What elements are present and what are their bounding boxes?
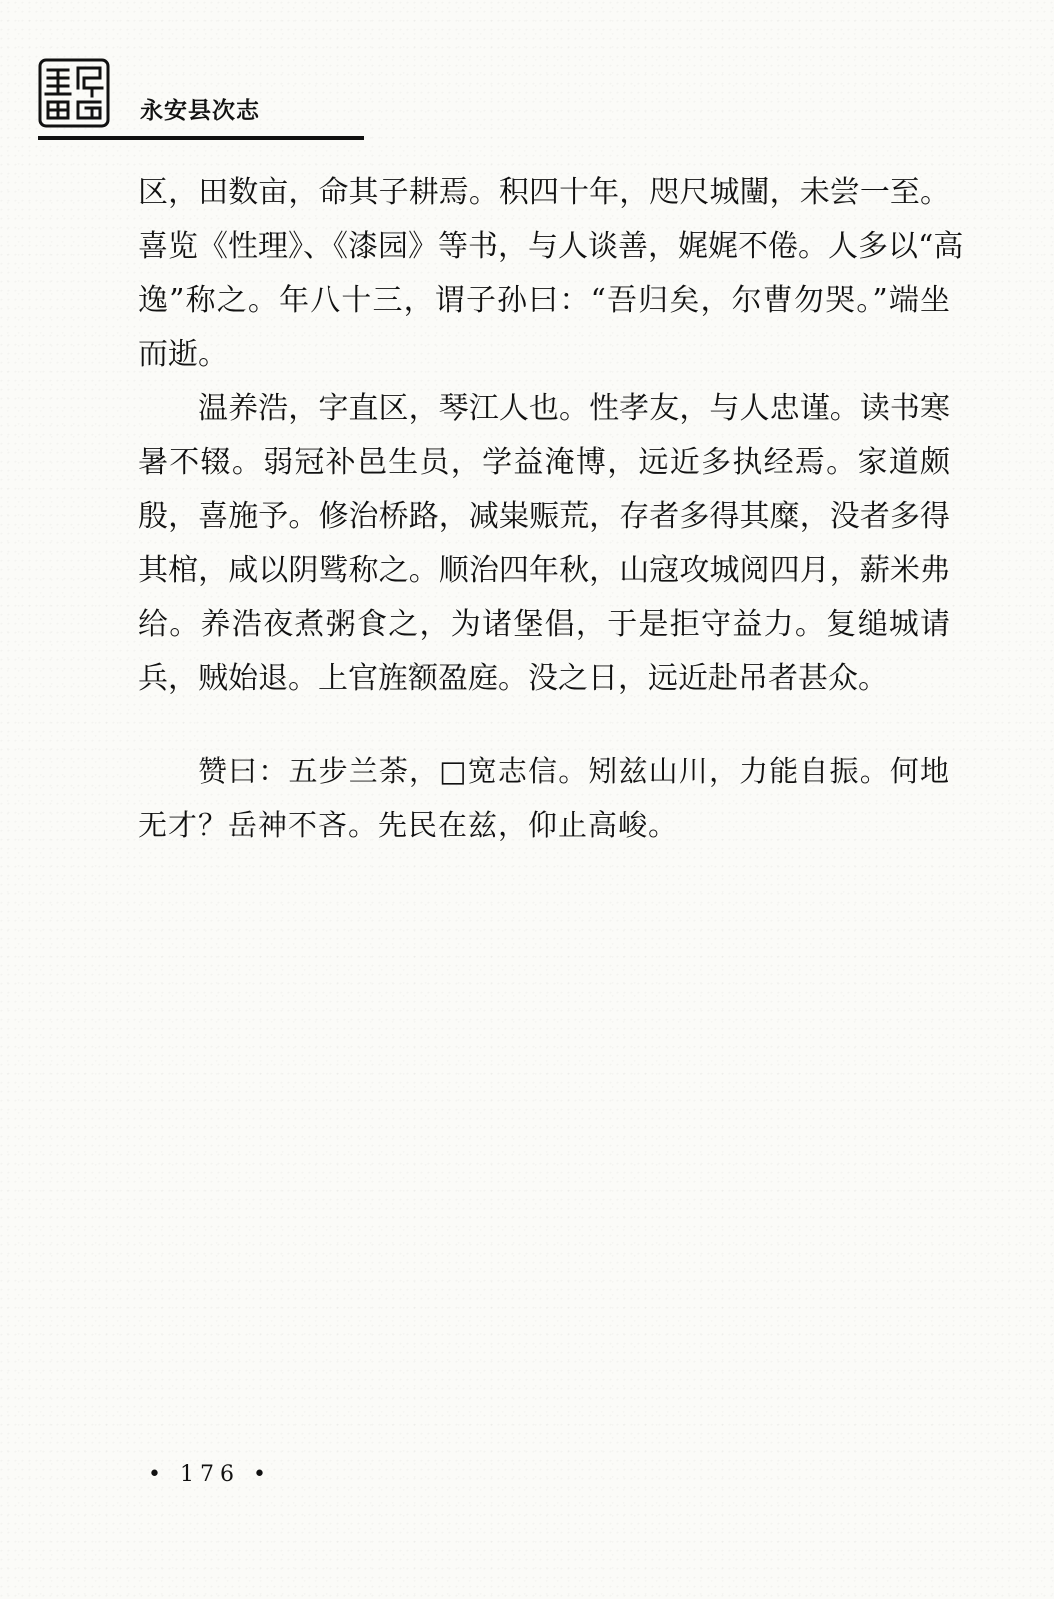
- paragraph-1: [138, 166, 964, 382]
- page-number: [148, 1462, 272, 1487]
- text-line: 逸”称之。年八十三，谓子孙曰：“吾归矣，尔曹勿哭。”端坐: [138, 283, 950, 318]
- text-line: 殷，喜施予。修治桥路，减粜赈荒，存者多得其糜，没者多得: [138, 499, 950, 534]
- running-header-title: 永安县次志: [140, 98, 260, 124]
- eulogy-paragraph: [138, 744, 950, 852]
- paragraph-2: [138, 382, 950, 706]
- text-line: 区，田数亩，命其子耕焉。积四十年，咫尺城闉，未尝一至。: [138, 175, 950, 210]
- text-line: 赞曰：五步兰荼，□宽志信。矧兹山川，力能自振。何地: [198, 754, 950, 788]
- bullet-left: •: [148, 1462, 167, 1487]
- text-line: 喜览《性理》、《漆园》等书，与人谈善，娓娓不倦。人多以“高: [138, 229, 964, 264]
- header-rule: [38, 136, 364, 140]
- text-line: 给。养浩夜煮粥食之，为诸堡倡，于是拒守益力。复缒城请: [138, 607, 950, 642]
- page-number-value: 176: [179, 1462, 240, 1487]
- main-text: [138, 166, 964, 852]
- text-line: 无才？岳神不吝。先民在兹，仰止高峻。: [138, 808, 679, 842]
- seal-logo: [38, 58, 110, 128]
- text-line: 其棺，咸以阴骘称之。顺治四年秋，山寇攻城阅四月，薪米弗: [138, 553, 950, 588]
- paragraph-gap: [138, 706, 950, 744]
- bullet-right: •: [252, 1462, 272, 1487]
- text-line: 暑不辍。弱冠补邑生员，学益淹博，远近多执经焉。家道颇: [138, 445, 950, 480]
- text-line: 兵，贼始退。上官旌额盈庭。没之日，远近赴吊者甚众。: [138, 661, 888, 696]
- text-line: 而逝。: [138, 337, 228, 372]
- text-line: 温养浩，字直区，琴江人也。性孝友，与人忠谨。读书寒: [198, 391, 950, 426]
